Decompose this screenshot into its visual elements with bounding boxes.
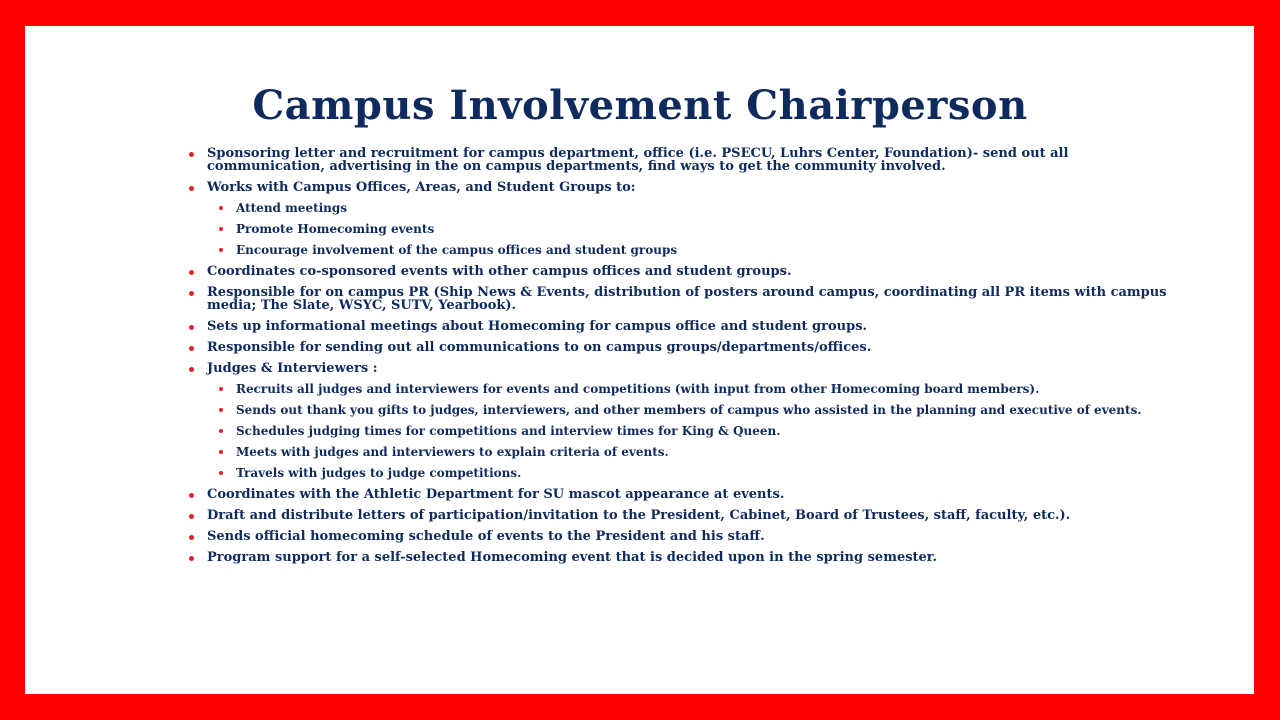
bullet-item-with-sub — [185, 362, 1185, 479]
bullet-list-container — [185, 147, 1185, 572]
bullet-item: Responsible for sending out all communications to on campus groups/departments/offices. — [185, 341, 1185, 354]
sub-bullet-item: Meets with judges and interviewers to explain criteria of events. — [207, 446, 1185, 458]
bullet-item: Sponsoring letter and recruitment for campus department, office (i.e. PSECU, Luhrs Center, Foundation)- send out all communication, advertising in the on campus departments, find ways to get the community involved. — [185, 147, 1185, 173]
sub-bullet-item: Attend meetings — [207, 202, 1185, 214]
bullet-text: Judges & Interviewers : — [207, 361, 378, 376]
sub-bullet-item: Sends out thank you gifts to judges, interviewers, and other members of campus who assisted in the planning and executive of events. — [207, 404, 1185, 416]
bullet-item: Responsible for on campus PR (Ship News & Events, distribution of posters around campus, coordinating all PR items with campus media; The Slate, WSYC, SUTV, Yearbook). — [185, 286, 1185, 312]
sub-bullet-item: Encourage involvement of the campus offices and student groups — [207, 244, 1185, 256]
bullet-item-with-sub — [185, 181, 1185, 256]
sub-bullet-item: Promote Homecoming events — [207, 223, 1185, 235]
sub-bullet-item: Travels with judges to judge competitions. — [207, 467, 1185, 479]
bullet-item: Draft and distribute letters of participation/invitation to the President, Cabinet, Board of Trustees, staff, faculty, etc.). — [185, 509, 1185, 522]
sub-bullet-list — [207, 383, 1185, 479]
bullet-text: Works with Campus Offices, Areas, and Student Groups to: — [207, 180, 636, 195]
bullet-item: Sets up informational meetings about Homecoming for campus office and student groups. — [185, 320, 1185, 333]
bullet-list — [185, 147, 1185, 564]
sub-bullet-item: Recruits all judges and interviewers for events and competitions (with input from other Homecoming board members). — [207, 383, 1185, 395]
sub-bullet-item: Schedules judging times for competitions and interview times for King & Queen. — [207, 425, 1185, 437]
slide-title: Campus Involvement Chairperson — [252, 82, 1028, 129]
bullet-item: Coordinates co-sponsored events with other campus offices and student groups. — [185, 265, 1185, 278]
bullet-item: Coordinates with the Athletic Department for SU mascot appearance at events. — [185, 488, 1185, 501]
bullet-item: Program support for a self-selected Homecoming event that is decided upon in the spring semester. — [185, 551, 1185, 564]
bullet-item: Sends official homecoming schedule of events to the President and his staff. — [185, 530, 1185, 543]
sub-bullet-list — [207, 202, 1185, 256]
slide — [25, 26, 1254, 694]
